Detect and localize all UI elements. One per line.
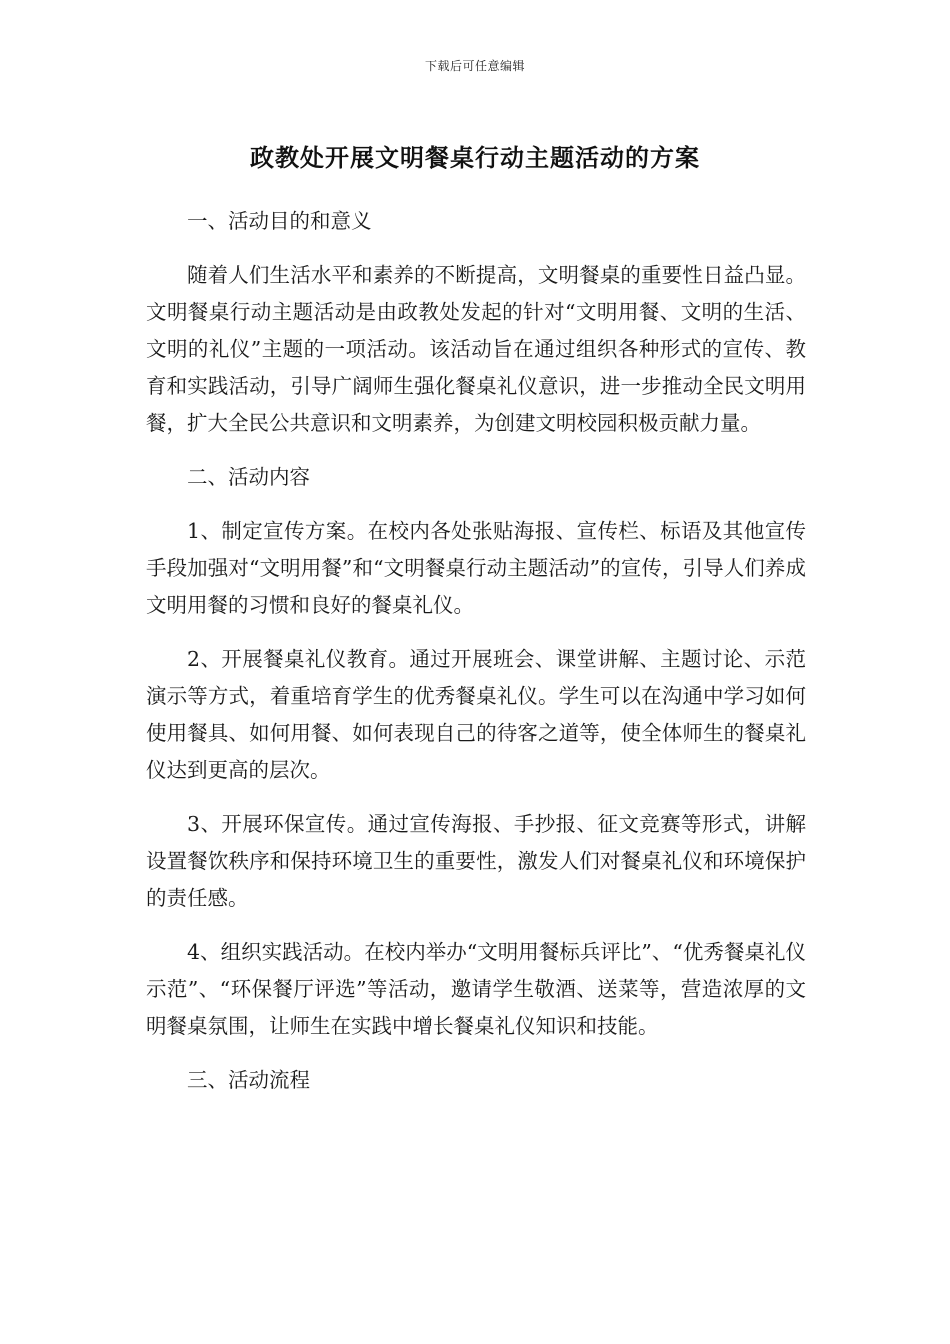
paragraph-purpose: 随着人们生活水平和素养的不断提高，文明餐桌的重要性日益凸显。文明餐桌行动主题活动是由政教处发起的针对“文明用餐、文明的生活、文明的礼仪”主题的一项活动。该活动旨在通过组织各种形式的宣传、教育和实践活动，引导广阔师生强化餐桌礼仪意识，进一步推动全民文明用餐，扩大全民公共意识和文明素养，为创建文明校园积极贡献力量。 — [146, 263, 806, 435]
document-title: 政教处开展文明餐桌行动主题活动的方案 — [250, 144, 700, 172]
paragraph-item-4: 4、组织实践活动。在校内举办“文明用餐标兵评比”、“优秀餐桌礼仪示范”、“环保餐厅评选”等活动，邀请学生敬酒、送菜等，营造浓厚的文明餐桌氛围，让师生在实践中增长餐桌礼仪知识和技能。 — [146, 940, 806, 1038]
section-heading-process: 三、活动流程 — [187, 1068, 310, 1092]
header-note: 下载后可任意编辑 — [424, 59, 525, 73]
section-heading-content: 二、活动内容 — [187, 465, 310, 489]
paragraph-item-3: 3、开展环保宣传。通过宣传海报、手抄报、征文竞赛等形式，讲解设置餐饮秩序和保持环境卫生的重要性，激发人们对餐桌礼仪和环境保护的责任感。 — [146, 812, 806, 910]
section-heading-purpose: 一、活动目的和意义 — [187, 209, 372, 233]
document-body — [146, 203, 806, 1116]
paragraph-item-2: 2、开展餐桌礼仪教育。通过开展班会、课堂讲解、主题讨论、示范演示等方式，着重培育学生的优秀餐桌礼仪。学生可以在沟通中学习如何使用餐具、如何用餐、如何表现自己的待客之道等，使全体师生的餐桌礼仪达到更高的层次。 — [146, 647, 806, 782]
paragraph-item-1: 1、制定宣传方案。在校内各处张贴海报、宣传栏、标语及其他宣传手段加强对“文明用餐”和“文明餐桌行动主题活动”的宣传，引导人们养成文明用餐的习惯和良好的餐桌礼仪。 — [146, 519, 806, 617]
